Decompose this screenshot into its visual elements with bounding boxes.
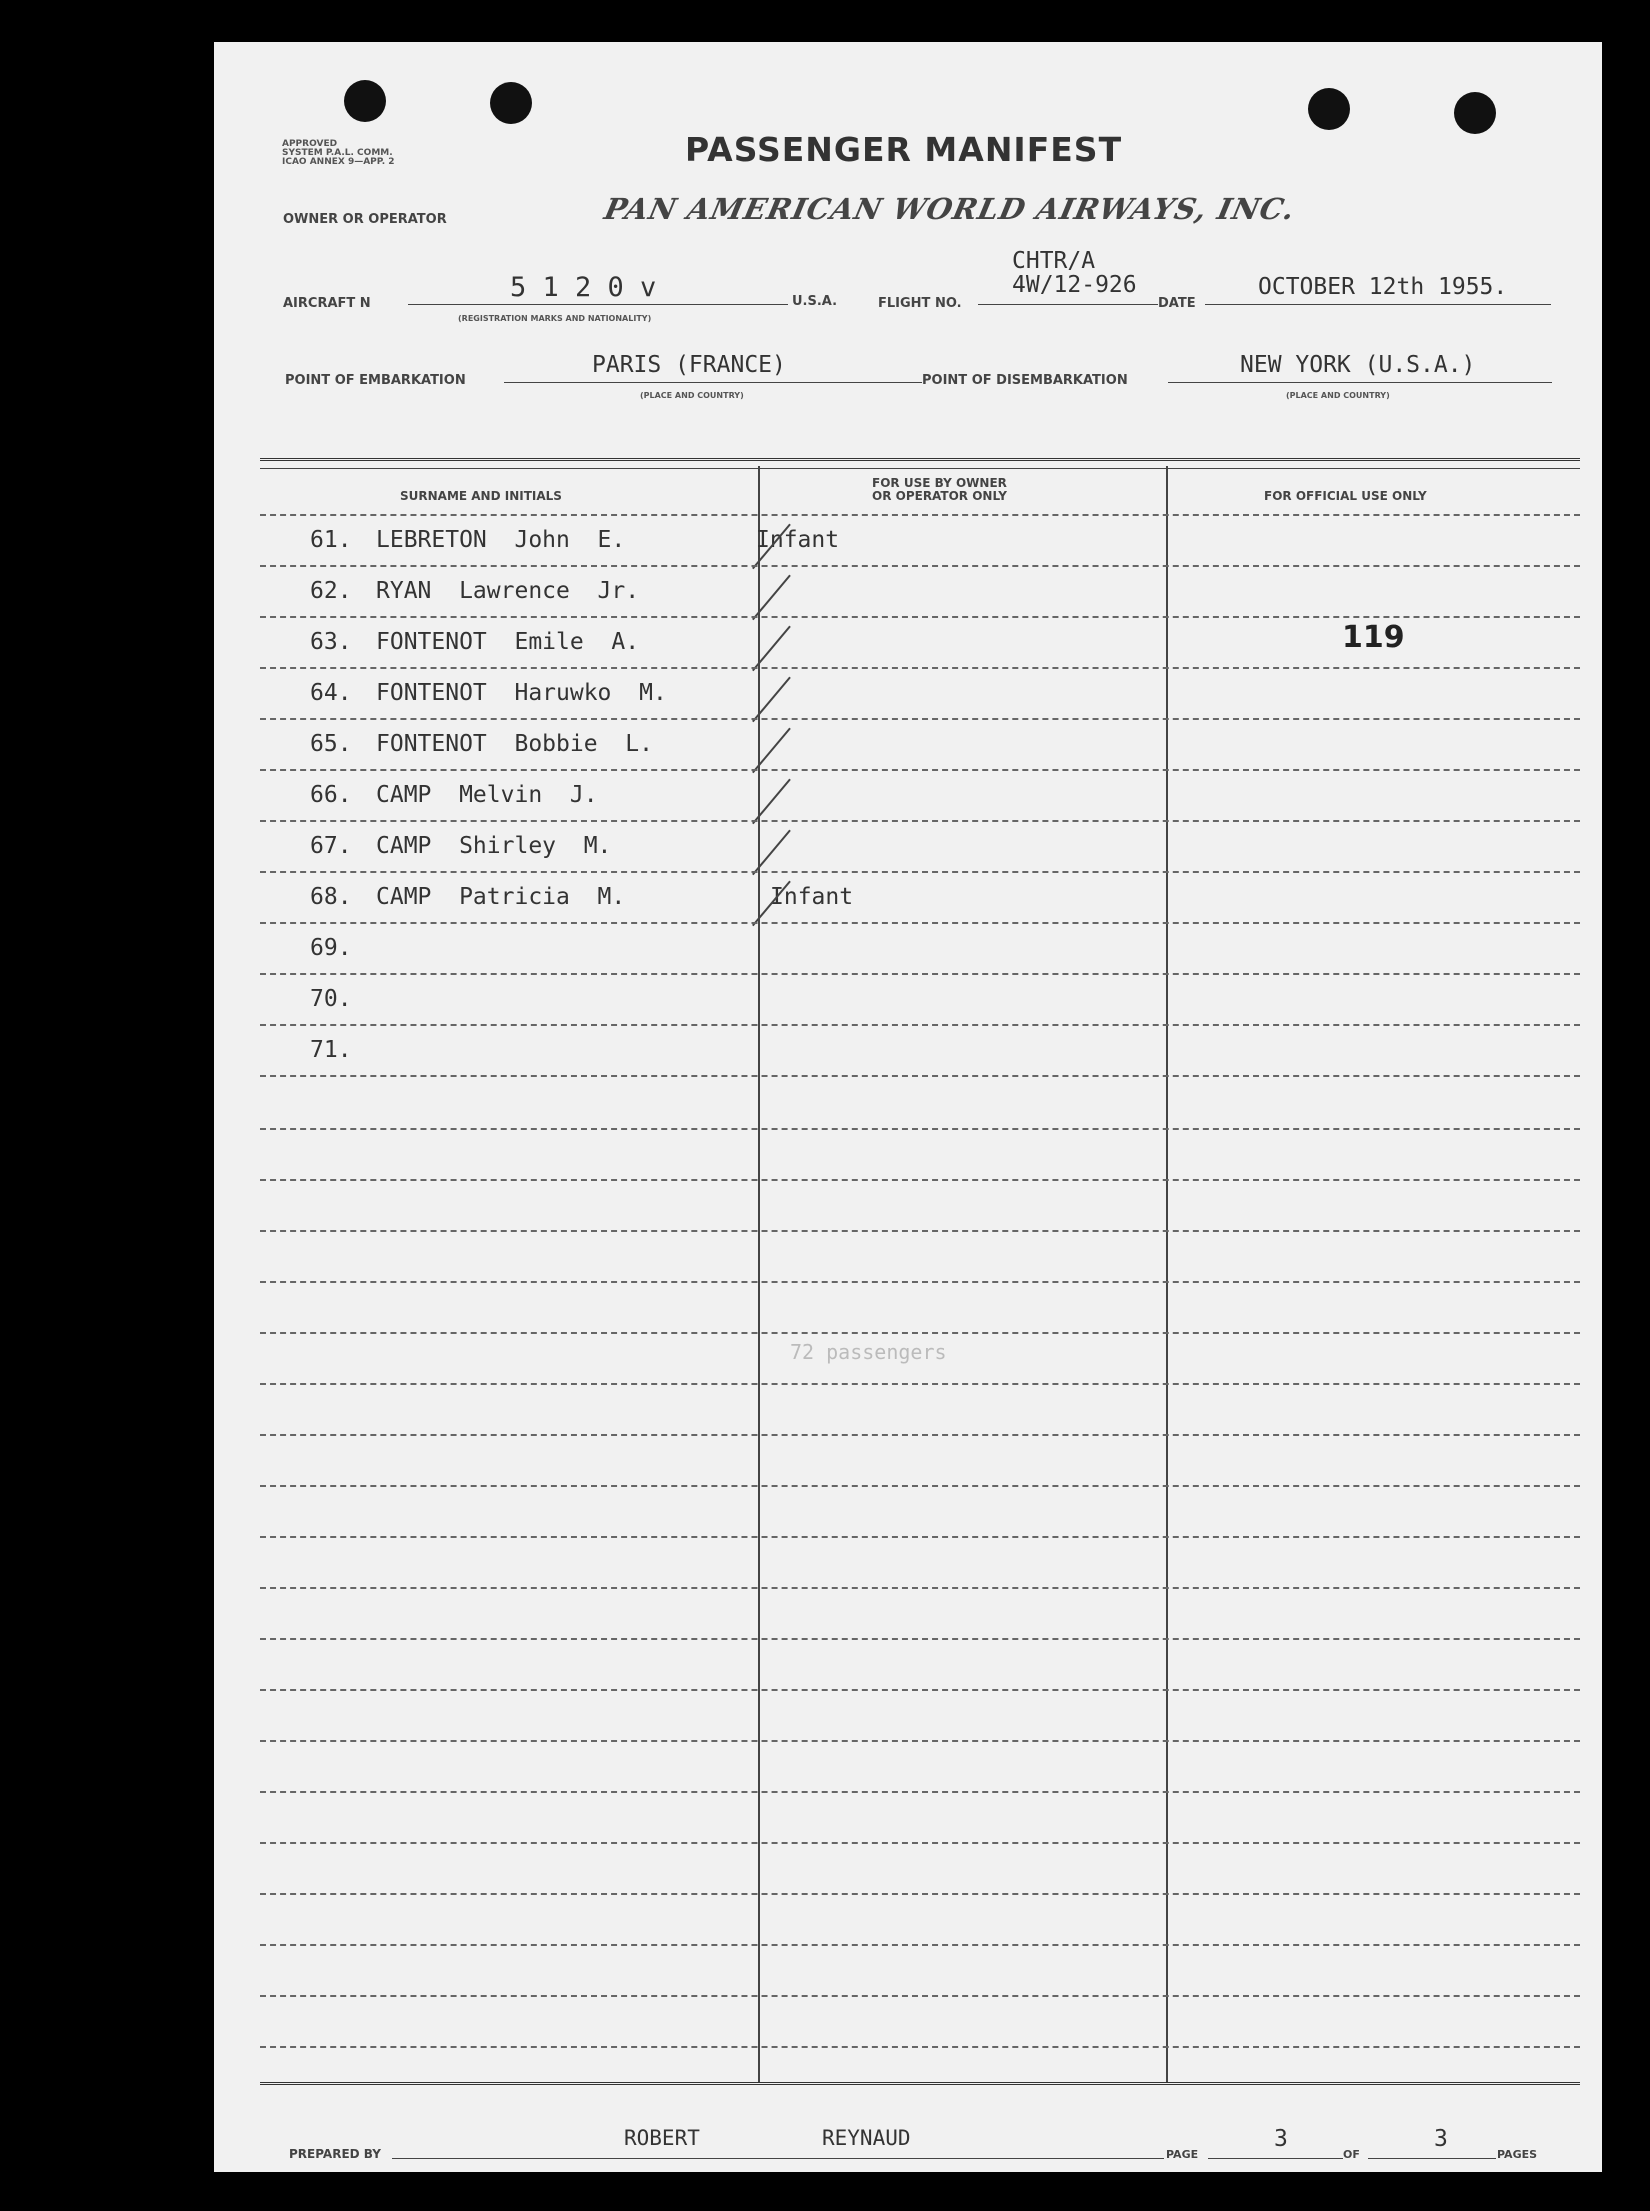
blank-row-line — [260, 1230, 1580, 1232]
passenger-name: CAMP Melvin J. — [376, 782, 598, 808]
flight-label: FLIGHT NO. — [878, 296, 962, 311]
blank-row-line — [260, 1587, 1580, 1589]
row-divider — [260, 922, 1580, 924]
surname-column-header: SURNAME AND INITIALS — [400, 489, 562, 503]
passenger-name: CAMP Patricia M. — [376, 884, 626, 910]
blank-row-line — [260, 1536, 1580, 1538]
passenger-name: RYAN Lawrence Jr. — [376, 578, 640, 604]
date-label: DATE — [1158, 296, 1196, 311]
blank-row-line — [260, 1893, 1580, 1895]
preparer-last-name: REYNAUD — [822, 2126, 911, 2150]
blank-row-line — [260, 1689, 1580, 1691]
official-note: 119 — [1342, 620, 1405, 655]
passenger-name: FONTENOT Haruwko M. — [376, 680, 667, 706]
form-approval-stamp — [282, 140, 395, 167]
row-divider — [260, 871, 1580, 873]
blank-row-line — [260, 1791, 1580, 1793]
passenger-name: LEBRETON John E. — [376, 527, 626, 553]
blank-row-line — [260, 1638, 1580, 1640]
prepared-by-label: PREPARED BY — [289, 2147, 381, 2161]
aircraft-sublabel: (REGISTRATION MARKS AND NATIONALITY) — [458, 314, 652, 323]
disembarkation-sublabel: (PLACE AND COUNTRY) — [1286, 391, 1390, 400]
passenger-number: 63. — [310, 629, 352, 655]
passenger-number: 68. — [310, 884, 352, 910]
passenger-number: 62. — [310, 578, 352, 604]
owner-use-column-header — [872, 477, 1007, 503]
embarkation-sublabel: (PLACE AND COUNTRY) — [640, 391, 744, 400]
blank-row-line — [260, 1128, 1580, 1130]
pages-label: PAGES — [1497, 2148, 1538, 2161]
blank-row-line — [260, 1332, 1580, 1334]
row-divider — [260, 565, 1580, 567]
passenger-number: 65. — [310, 731, 352, 757]
passenger-number: 61. — [310, 527, 352, 553]
airline-name: PAN AMERICAN WORLD AIRWAYS, INC. — [601, 192, 1299, 226]
owner-label: OWNER OR OPERATOR — [283, 212, 447, 227]
blank-row-line — [260, 1383, 1580, 1385]
passenger-number: 69. — [310, 935, 352, 961]
row-divider — [260, 616, 1580, 618]
stamp-line: ICAO ANNEX 9—APP. 2 — [282, 157, 395, 167]
stamp-line: APPROVED — [282, 139, 338, 149]
header-line: FOR USE BY OWNER — [872, 476, 1007, 490]
flight-number: 4W/12-926 — [1012, 272, 1137, 298]
punch-hole-icon — [344, 80, 386, 122]
blank-row-line — [260, 1842, 1580, 1844]
passenger-number: 66. — [310, 782, 352, 808]
blank-row-line — [260, 1995, 1580, 1997]
punch-hole-icon — [490, 82, 532, 124]
passenger-name: CAMP Shirley M. — [376, 833, 612, 859]
flight-value-line1: CHTR/A — [1012, 248, 1096, 274]
blank-row-line — [260, 1485, 1580, 1487]
row-divider — [260, 1075, 1580, 1077]
punch-hole-icon — [1454, 92, 1496, 134]
blank-row-line — [260, 1944, 1580, 1946]
disembarkation-value: NEW YORK (U.S.A.) — [1240, 352, 1476, 378]
official-use-column-header: FOR OFFICIAL USE ONLY — [1264, 489, 1427, 503]
embarkation-label: POINT OF EMBARKATION — [285, 373, 466, 388]
preparer-first-name: ROBERT — [624, 2126, 700, 2150]
row-divider — [260, 1024, 1580, 1026]
blank-row-line — [260, 2046, 1580, 2048]
page-total: 3 — [1434, 2126, 1448, 2152]
row-divider — [260, 820, 1580, 822]
header-line: OR OPERATOR ONLY — [872, 489, 1007, 503]
flight-date: OCTOBER 12th 1955. — [1258, 274, 1508, 300]
page-title: PASSENGER MANIFEST — [685, 130, 1123, 169]
of-label: OF — [1343, 2148, 1360, 2161]
row-divider — [260, 973, 1580, 975]
blank-row-line — [260, 1179, 1580, 1181]
passenger-count-note: 72 passengers — [790, 1340, 947, 1364]
passenger-number: 71. — [310, 1037, 352, 1063]
punch-hole-icon — [1308, 88, 1350, 130]
embarkation-value: PARIS (FRANCE) — [592, 352, 786, 378]
stamp-line: SYSTEM P.A.L. COMM. — [282, 148, 393, 158]
aircraft-registration: 5 1 2 0 v — [510, 272, 657, 303]
page-label: PAGE — [1166, 2148, 1199, 2161]
aircraft-label: AIRCRAFT N — [283, 296, 371, 311]
passenger-name: FONTENOT Emile A. — [376, 629, 640, 655]
row-divider — [260, 769, 1580, 771]
row-divider — [260, 667, 1580, 669]
row-divider — [260, 718, 1580, 720]
page-number: 3 — [1274, 2126, 1288, 2152]
passenger-name: FONTENOT Bobbie L. — [376, 731, 653, 757]
owner-note: Infant — [770, 884, 854, 910]
blank-row-line — [260, 1281, 1580, 1283]
nationality-label: U.S.A. — [792, 294, 838, 309]
blank-row-line — [260, 1434, 1580, 1436]
disembarkation-label: POINT OF DISEMBARKATION — [922, 373, 1128, 388]
blank-row-line — [260, 1740, 1580, 1742]
owner-note: Infant — [756, 527, 840, 553]
passenger-number: 70. — [310, 986, 352, 1012]
passenger-number: 67. — [310, 833, 352, 859]
passenger-number: 64. — [310, 680, 352, 706]
